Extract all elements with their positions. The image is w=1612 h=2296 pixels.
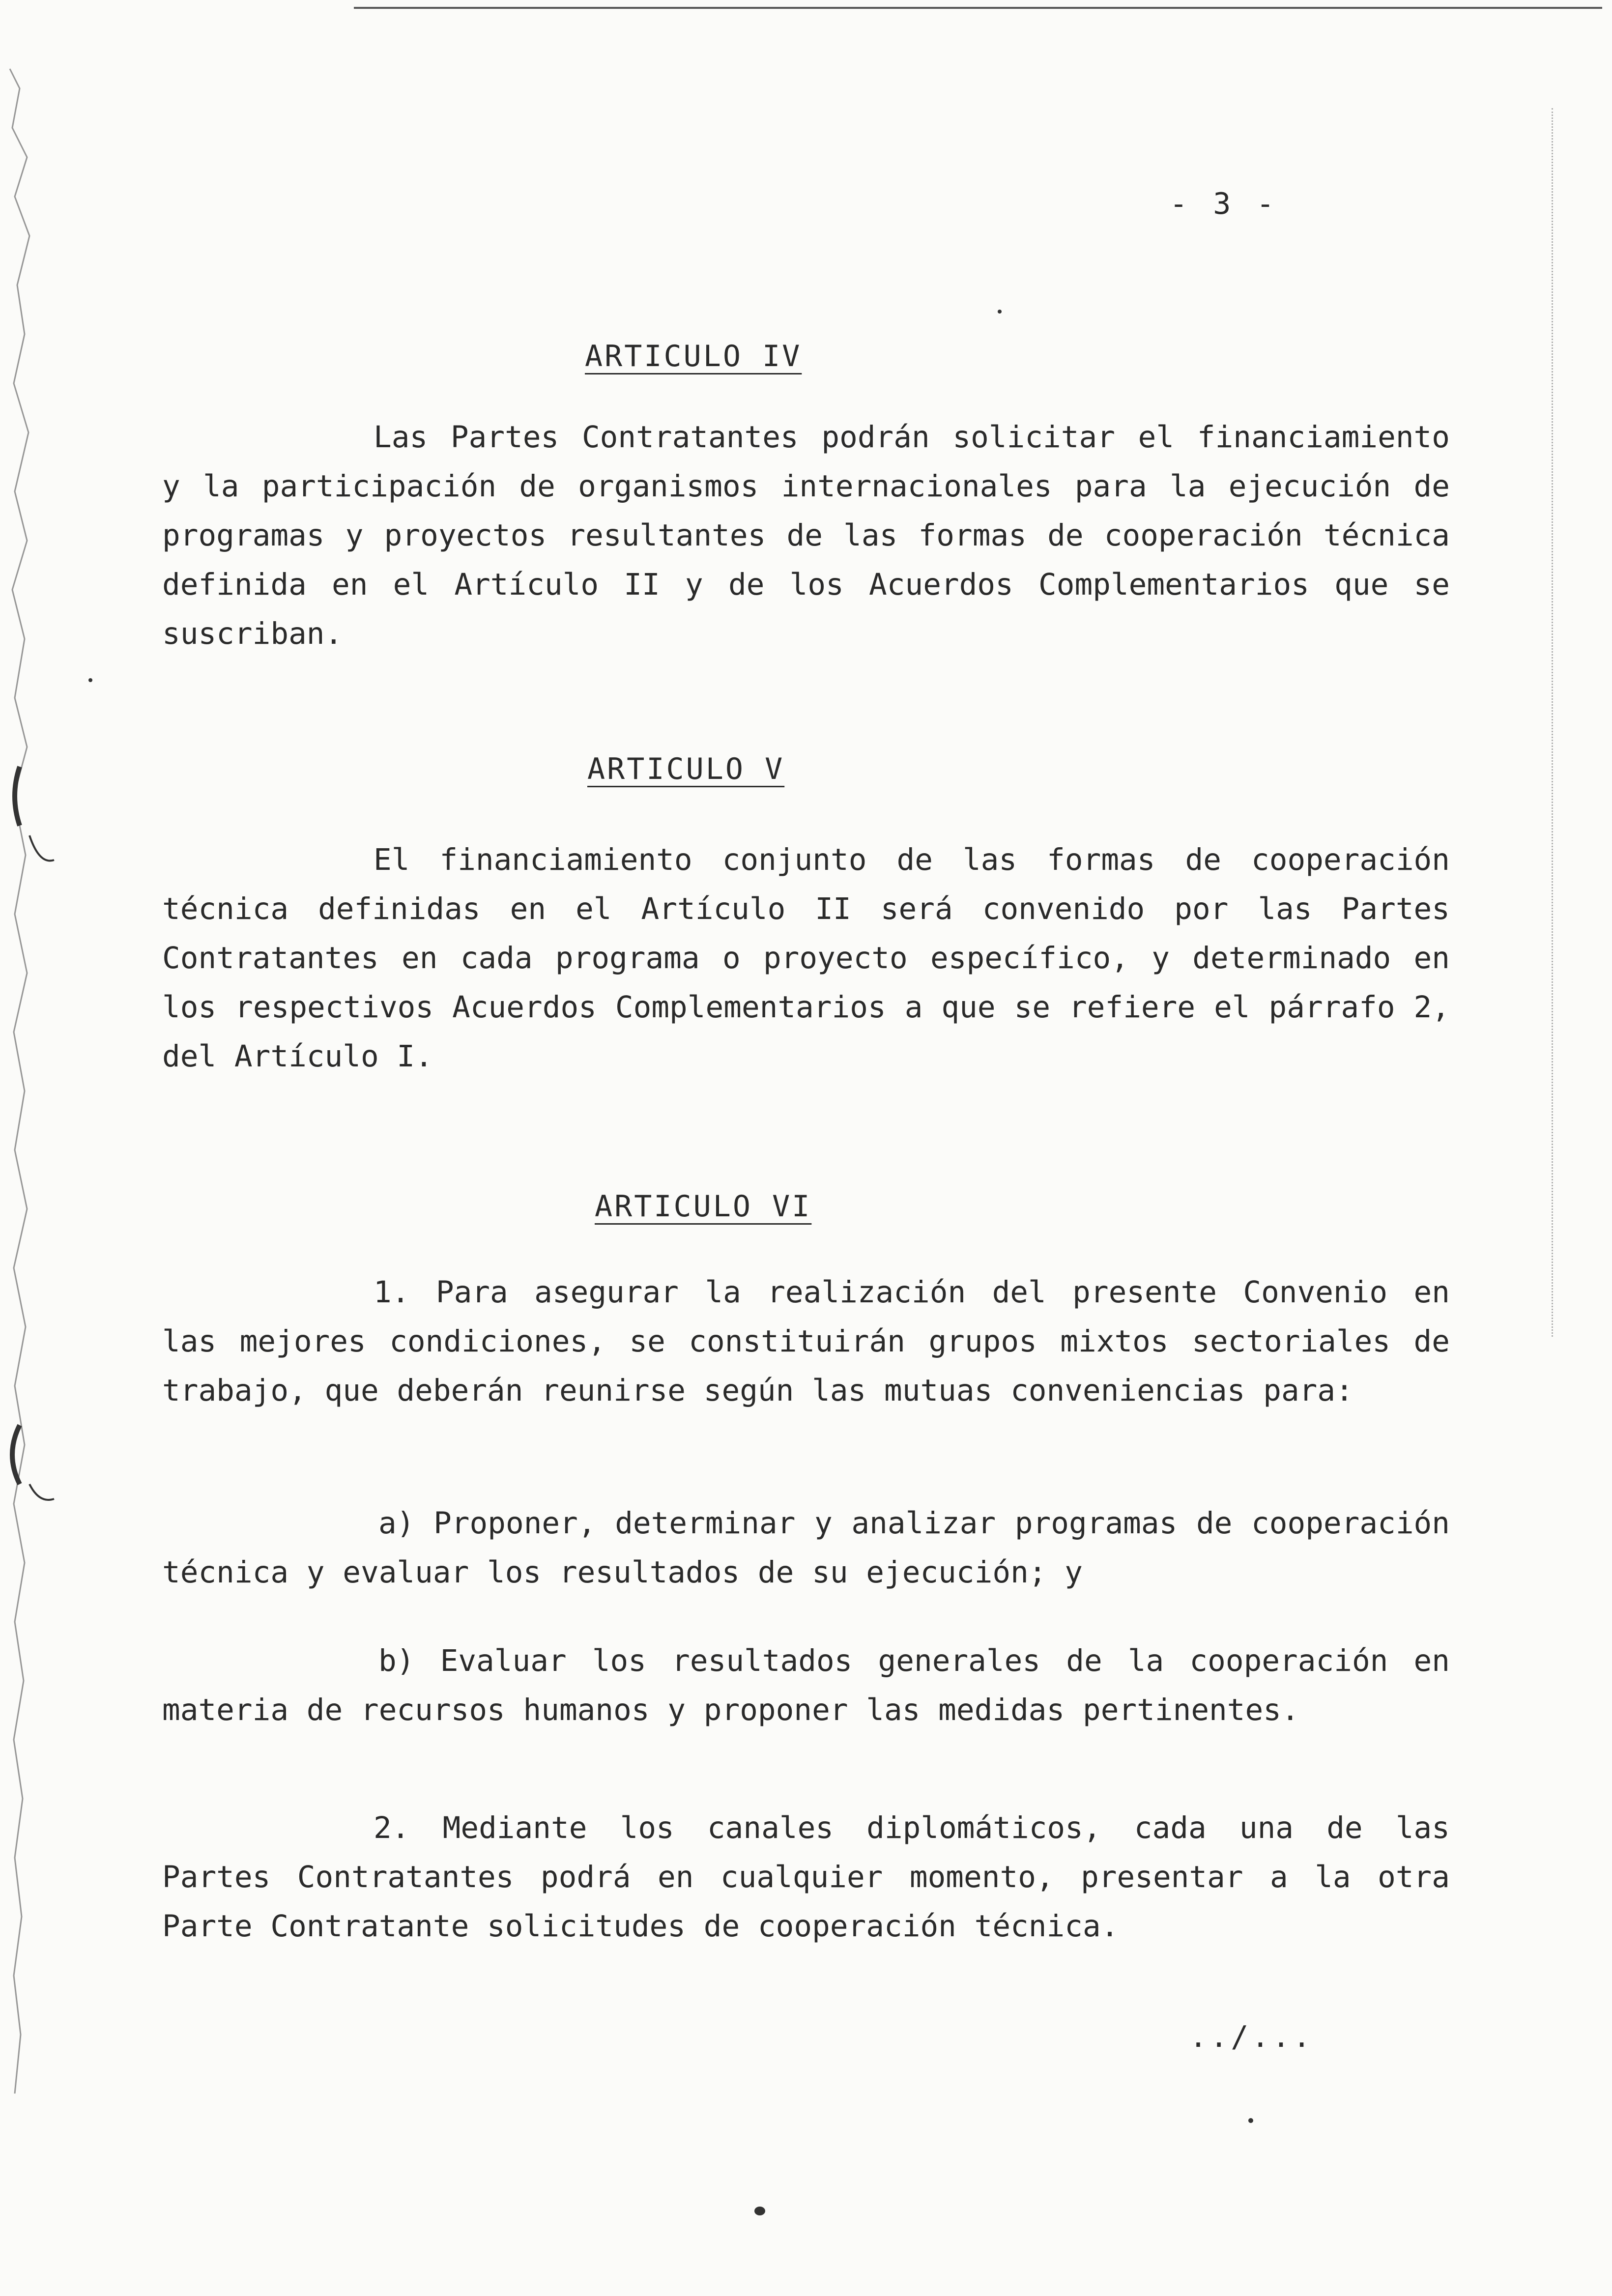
article-v-body: [162, 835, 1450, 1081]
article-v-heading: ARTICULO V: [587, 752, 785, 786]
right-edge-scan-noise: [1542, 108, 1553, 1337]
article-vi-item-a: a) Proponer, determinar y analizar programas de cooperación técnica y evaluar los resultados de su ejecución; y: [162, 1506, 1450, 1590]
ink-speck: [88, 678, 92, 682]
left-edge-scan-noise: [0, 29, 59, 2270]
article-vi-clause-1: 1. Para asegurar la realización del presente Convenio en las mejores condiciones, se constituirán grupos mixtos sectoriales de trabajo, que deberán reunirse según las mutuas conveniencias para:: [162, 1275, 1450, 1408]
article-vi-paragraph-1: [162, 1268, 1450, 1415]
ink-speck: [1248, 2118, 1253, 2123]
article-vi-heading: ARTICULO VI: [595, 1189, 812, 1224]
article-iv-paragraph: Las Partes Contratantes podrán solicitar el financiamiento y la participación de organismos internacionales para la ejecución de programas y proyectos resultantes de las formas de cooperación técnica definida en el Artículo II y de los Acuerdos Complementarios que se suscriban.: [162, 420, 1450, 651]
article-iv-heading: ARTICULO IV: [585, 339, 802, 373]
article-vi-clause-2: 2. Mediante los canales diplomáticos, cada una de las Partes Contratantes podrá en cualquier momento, presentar a la otra Parte Contratante solicitudes de cooperación técnica.: [162, 1810, 1450, 1944]
ink-speck: [998, 310, 1002, 314]
page-number: - 3 -: [1170, 187, 1278, 221]
top-rule: [354, 7, 1602, 9]
article-vi-item-b: b) Evaluar los resultados generales de la cooperación en materia de recursos humanos y proponer las medidas pertinentes.: [162, 1643, 1450, 1727]
continuation-marker: ../...: [1189, 2020, 1314, 2054]
article-iv-body: [162, 413, 1450, 659]
article-vi-paragraph-2: [162, 1804, 1450, 1951]
ink-speck: [754, 2207, 765, 2215]
article-v-paragraph: El financiamiento conjunto de las formas de cooperación técnica definidas en el Artículo II será convenido por las Partes Contratantes en cada programa o proyecto específico, y determinado en los respectivos Acuerdos Complementarios a que se refiere el párrafo 2, del Artículo I.: [162, 842, 1450, 1074]
